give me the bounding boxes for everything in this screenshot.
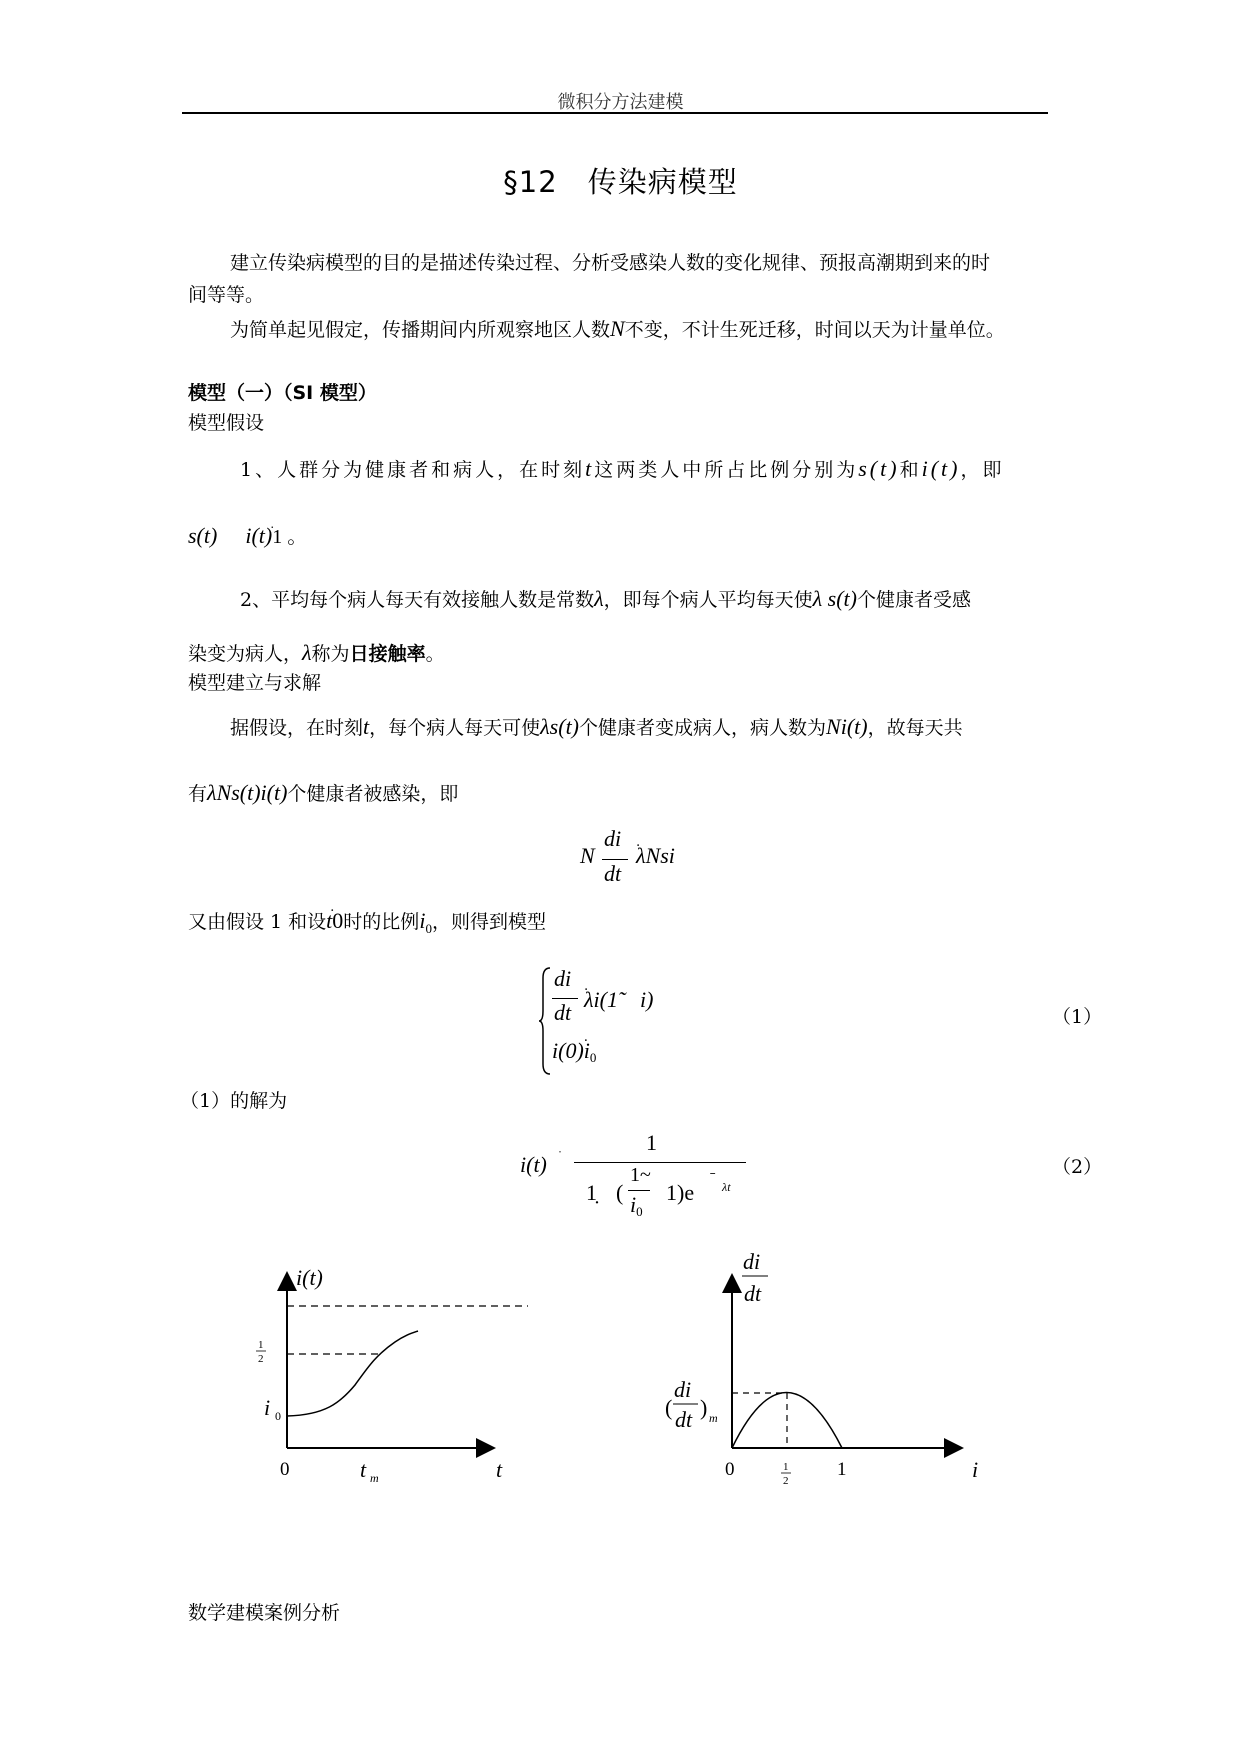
section-title: §12 传染病模型 xyxy=(503,165,738,199)
model-heading: 模型（一）（SI 模型） xyxy=(188,382,377,404)
left-brace-icon xyxy=(538,966,552,1076)
equation-number-1: （1） xyxy=(1052,1006,1103,1028)
assumptions-heading: 模型假设 xyxy=(188,412,265,434)
peak-den: dt xyxy=(675,1407,693,1432)
equation-system-1: di dt ׄλi(1̃ i) $i(0)ׄi_0$ xyxy=(538,966,738,1076)
half-den: 2 xyxy=(258,1353,264,1365)
intro-paragraph-line1: 建立传染病模型的目的是描述传染过程、分析受感染人数的变化规律、预报高潮期到来的时 xyxy=(230,252,991,274)
build-paragraph-3: 又由假设 1 和设tׄ0时的比例$i_0$，则得到模型 xyxy=(188,908,546,936)
origin-label: 0 xyxy=(280,1459,290,1480)
footer-text: 数学建模案例分析 xyxy=(188,1602,341,1624)
logistic-curve xyxy=(287,1331,418,1416)
equation-infection-rate: N di dt ׄλNsi xyxy=(580,826,675,886)
equation-number-2: （2） xyxy=(1052,1156,1103,1178)
assumption-1-equation: s(t) i(t)ׄ1 。 xyxy=(188,523,308,548)
figure-didt-vs-i xyxy=(660,1245,1000,1495)
svg-text:2: 2 xyxy=(783,1475,789,1487)
var-n: N xyxy=(610,316,625,341)
svg-text:(: ( xyxy=(665,1395,673,1420)
x-axis-label: i xyxy=(972,1457,979,1482)
one-label: 1 xyxy=(837,1459,847,1480)
y-axis-den: dt xyxy=(744,1281,762,1306)
intro-paragraph-line2: 间等等。 xyxy=(188,284,265,306)
intro-paragraph-2: 为简单起见假定，传播期间内所观察地区人数N不变，不计生死迁移，时间以天为计量单位。 xyxy=(230,316,1005,341)
equation-solution-2: i(t) 1 1̣ ( 1~ $i_0$ 1)e ˉ λt xyxy=(520,1130,760,1230)
build-paragraph-1: 据假设，在时刻t，每个病人每天可使λs(t)个健康者变成病人，病人数为Ni(t)，故每天共 xyxy=(230,714,963,739)
i0-label: i xyxy=(264,1395,271,1420)
y-axis-num: di xyxy=(743,1249,761,1274)
solution-label: （1）的解为 xyxy=(180,1090,288,1112)
x-axis-label: t xyxy=(496,1457,503,1482)
term-daily-contact-rate: 日接触率 xyxy=(349,643,426,665)
origin-label: 0 xyxy=(725,1459,735,1480)
assumption-1: 1、人群分为健康者和病人，在时刻t这两类人中所占比例分别为s(t)和i(t)，即 xyxy=(240,456,1005,481)
header-rule xyxy=(182,112,1048,114)
tm-label: t xyxy=(360,1457,367,1482)
y-axis-label: i(t) xyxy=(296,1265,323,1290)
assumption-2: 2、平均每个病人每天有效接触人数是常数λ，即每个病人平均每天使λ s(t)个健康者受感 xyxy=(240,586,972,611)
svg-text:m: m xyxy=(370,1471,379,1485)
figure-i-of-t xyxy=(230,1255,560,1495)
svg-text:0: 0 xyxy=(275,1409,281,1423)
build-paragraph-2: 有λNs(t)i(t)个健康者被感染，即 xyxy=(188,780,459,805)
half-num: 1 xyxy=(258,1339,264,1351)
svg-text:): ) xyxy=(700,1395,708,1420)
peak-num: di xyxy=(674,1377,692,1402)
build-heading: 模型建立与求解 xyxy=(188,672,322,694)
running-header: 微积分方法建模 xyxy=(557,92,684,113)
svg-text:1: 1 xyxy=(783,1461,789,1473)
assumption-2-line2: 染变为病人，λ称为日接触率。 xyxy=(188,640,445,665)
svg-text:m: m xyxy=(709,1411,718,1425)
